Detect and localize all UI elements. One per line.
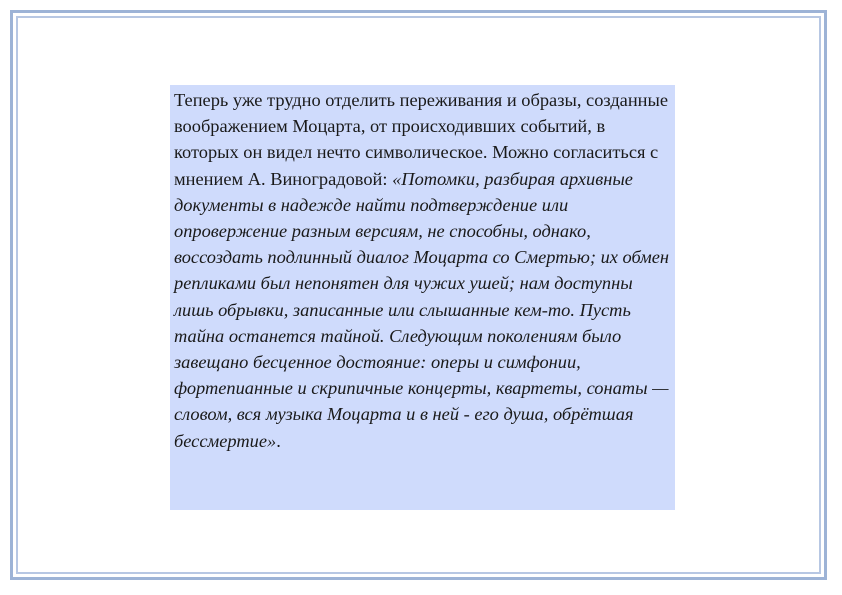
quote-text: «Потомки, разбирая архивные документы в надежде найти подтверждение или опровержение разным версиям, не способны, однако, воссоздать подлинный диалог Моцарта со Смертью; их обмен репликами был непонятен для чужих ушей; нам доступны лишь обрывки, записанные или слышанные кем-то. Пусть тайна останется тайной. Следующим поколениям было завещано бесценное достояние: оперы и симфонии, фортепианные и скрипичные концерты, квартеты, сонаты — словом, вся музыка Моцарта и в ней - его душа, обрётшая бессмертие» bbox=[174, 168, 670, 451]
intro-text: Теперь уже трудно отделить переживания и образы, созданные воображением Моцарта, от происходивших событий, в которых он видел нечто символическое. Можно согласиться с мнением А. Виноградовой: bbox=[174, 90, 669, 189]
paragraph bbox=[174, 87, 671, 454]
end-punctuation: . bbox=[276, 430, 281, 451]
text-box bbox=[170, 85, 675, 510]
